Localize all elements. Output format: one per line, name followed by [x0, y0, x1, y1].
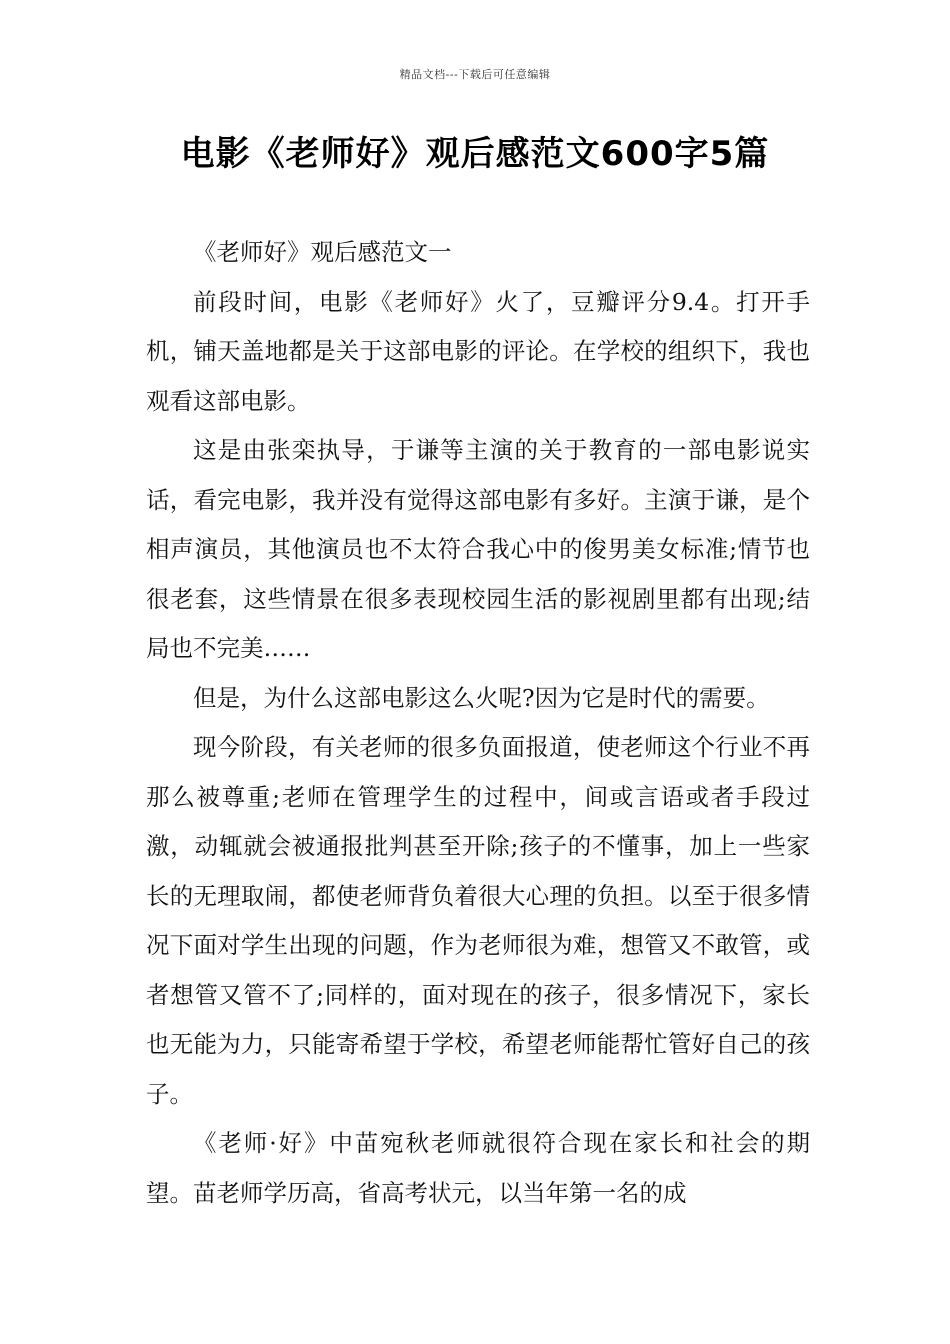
- header-note: 精品文档---下载后可任意编辑: [399, 68, 551, 81]
- paragraph: 《老师·好》中苗宛秋老师就很符合现在家长和社会的期望。苗老师学历高，省高考状元，以当年第一名的成: [146, 1129, 810, 1207]
- section-heading: 《老师好》观后感范文一: [193, 238, 452, 266]
- paragraph: 但是，为什么这部电影这么火呢?因为它是时代的需要。: [193, 683, 770, 712]
- paragraph: 这是由张栾执导，于谦等主演的关于教育的一部电影说实话，看完电影，我并没有觉得这部电影有多好。主演于谦，是个相声演员，其他演员也不太符合我心中的俊男美女标准;情节也很老套，这些情景在很多表现校园生活的影视剧里都有出现;结局也不完美……: [146, 436, 810, 662]
- document-body: [146, 228, 810, 1218]
- paragraph: 前段时间，电影《老师好》火了，豆瓣评分9.4。打开手机，铺天盖地都是关于这部电影的评论。在学校的组织下，我也观看这部电影。: [146, 287, 810, 415]
- document-title: 电影《老师好》观后感范文600字5篇: [180, 134, 770, 174]
- paragraph: 现今阶段，有关老师的很多负面报道，使老师这个行业不再那么被尊重;老师在管理学生的过程中，间或言语或者手段过激，动辄就会被通报批判甚至开除;孩子的不懂事，加上一些家长的无理取闹，都使老师背负着很大心理的负担。以至于很多情况下面对学生出现的问题，作为老师很为难，想管又不敢管，或者想管又管不了;同样的，面对现在的孩子，很多情况下，家长也无能为力，只能寄希望于学校，希望老师能帮忙管好自己的孩子。: [146, 733, 810, 1108]
